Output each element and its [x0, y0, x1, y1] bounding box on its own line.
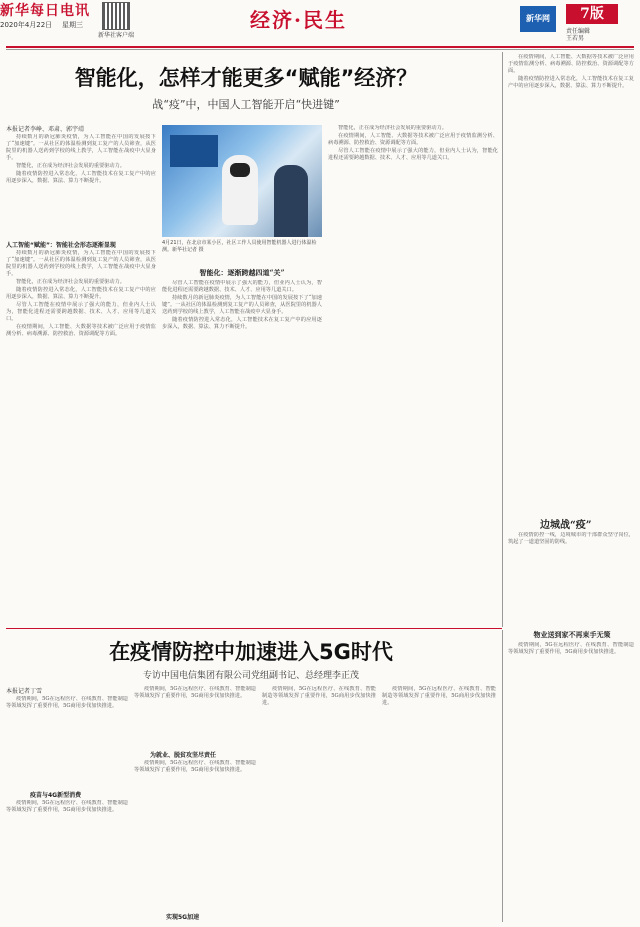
page-number: 7版	[566, 4, 618, 24]
paragraph: 尽管人工智能在疫情中展示了强大的能力，但业内人士认为，智能化进程还需要跨越数据、技术、人才、应用等几道关口。	[162, 280, 322, 293]
editor-name: 王若男	[566, 35, 585, 42]
paragraph: 疫情期间，5G在远程医疗、在线教育、智能制造等领域发挥了重要作用，5G商用步伐加快推进。	[508, 642, 634, 655]
app-label: 新华社客户端	[98, 32, 135, 39]
section2-heading: 智能化：逐渐跨越四道“关”	[199, 268, 285, 277]
main-lead-text	[6, 134, 156, 234]
photo-caption: 4月21日，在北京市某小区，社区工作人员使用智能机器人进行体温检测。新华社记者 摄	[162, 240, 317, 253]
paragraph: 在疫情防控一线，边境城市的干部群众坚守岗位，筑起了一道道坚固的防线。	[508, 532, 634, 545]
paragraph: 随着疫情防控进入常态化，人工智能技术在复工复产中的应用逐步深入，数据、算法、算力不断提升。	[6, 287, 156, 300]
editor-role: 责任编辑	[566, 28, 591, 35]
paragraph: 持续数月的新冠肺炎疫情，为人工智能在中国的发展按下了“加速键”。一从社区的体温检测到复工复产的人员筛查，从医院里的机器人送药到学校的线上教学，人工智能在战疫中大显身手。	[162, 295, 322, 315]
second-col4-text	[382, 686, 496, 921]
robot-photo	[162, 125, 322, 237]
paragraph: 在疫情期间，人工智能、大数据等技术被广泛应用于疫情监测分析、病毒溯源、防控救治、资源调配等方面。	[328, 133, 498, 146]
paragraph: 随着疫情防控进入常态化，人工智能技术在复工复产中的应用逐步深入，数据、算法、算力不断提升。	[162, 317, 322, 330]
second-subheading-1: 疫苗与4G新型消费	[30, 792, 82, 799]
commentary-title: 边城战“疫”	[540, 520, 592, 531]
commentary-text	[508, 532, 634, 627]
center-right-text	[328, 125, 498, 620]
section-heading: 人工智能“赋能”：智能社会形态逐渐显现	[6, 242, 116, 249]
paragraph: 疫情期间，5G在远程医疗、在线教育、智能制造等领域发挥了重要作用，5G商用步伐加快推进。	[6, 696, 128, 709]
side-heading: 物业送到家不再束手无策	[533, 631, 611, 639]
main-subhead: 战“疫”中，中国人工智能开启“快进键”	[152, 98, 340, 111]
paragraph: 在疫情期间，人工智能、大数据等技术被广泛应用于疫情监测分析、病毒溯源、防控救治、资源调配等方面。	[6, 324, 156, 337]
second-col2-text	[134, 686, 256, 746]
second-byline: 本报记者丁雪	[6, 688, 43, 695]
article-rule	[6, 628, 502, 629]
main-byline: 本报记者李峥、邓肃、郭宇靖	[6, 126, 85, 133]
issue-weekday: 星期三	[62, 21, 83, 29]
paragraph: 尽管人工智能在疫情中展示了强大的能力，但业内人士认为，智能化进程还需要跨越数据、技术、人才、应用等几道关口。	[6, 302, 156, 322]
issue-date: 2020年4月22日	[0, 21, 53, 29]
column-divider	[502, 52, 503, 627]
paragraph: 疫情期间，5G在远程医疗、在线教育、智能制造等领域发挥了重要作用，5G商用步伐加快推进。	[134, 760, 256, 773]
second-headline: 在疫情防控中加速进入5G时代	[109, 640, 393, 664]
second-col3-text	[262, 686, 376, 921]
paragraph: 疫情期间，5G在远程医疗、在线教育、智能制造等领域发挥了重要作用，5G商用步伐加快推进。	[262, 686, 376, 706]
photo-screen	[170, 135, 218, 167]
paragraph: 尽管人工智能在疫情中展示了强大的能力，但业内人士认为，智能化进程还需要跨越数据、技术、人才、应用等几道关口。	[328, 148, 498, 161]
second-subheading-2: 为就业、脱贫攻坚尽责任	[150, 752, 217, 759]
paragraph: 疫情期间，5G在远程医疗、在线教育、智能制造等领域发挥了重要作用，5G商用步伐加快推进。	[134, 686, 256, 699]
masthead-thin-rule	[6, 49, 634, 50]
column-divider	[502, 630, 503, 922]
right-column-text	[508, 54, 634, 494]
main-headline: 智能化，怎样才能更多“赋能”经济？	[74, 66, 418, 90]
side-column-text	[508, 642, 634, 922]
second-col1b-text	[6, 800, 128, 920]
paragraph: 智能化，正在成为经济社会发展的重要驱动力。	[338, 125, 447, 131]
robot-figure	[222, 155, 258, 225]
second-col2b-text	[134, 760, 256, 910]
paragraph: 疫情期间，5G在远程医疗、在线教育、智能制造等领域发挥了重要作用，5G商用步伐加快推进。	[382, 686, 496, 706]
middle-column-text	[162, 280, 322, 620]
paragraph: 智能化，正在成为经济社会发展的重要驱动力。	[16, 163, 125, 169]
second-col1-text	[6, 696, 128, 786]
paragraph: 在疫情期间，人工智能、大数据等技术被广泛应用于疫情监测分析、病毒溯源、防控救治、资源调配等方面。	[508, 54, 634, 74]
paragraph: 疫情期间，5G在远程医疗、在线教育、智能制造等领域发挥了重要作用，5G商用步伐加快推进。	[6, 800, 128, 813]
paragraph: 随着疫情防控进入常态化，人工智能技术在复工复产中的应用逐步深入，数据、算法、算力不断提升。	[508, 76, 634, 89]
paragraph: 智能化，正在成为经济社会发展的重要驱动力。	[16, 279, 125, 285]
main-column-text	[6, 250, 156, 620]
paper-name: 新华每日电讯	[0, 3, 90, 19]
xinhua-logo-icon: 新华网	[520, 6, 556, 32]
qr-code-icon	[102, 2, 130, 30]
second-subhead: 专访中国电信集团有限公司党组副书记、总经理李正茂	[142, 671, 359, 681]
masthead-rule	[6, 46, 634, 48]
paragraph: 持续数月的新冠肺炎疫情，为人工智能在中国的发展按下了“加速键”。一从社区的体温检测到复工复产的人员筛查，从医院里的机器人送药到学校的线上教学，人工智能在战疫中大显身手。	[6, 250, 156, 277]
second-subheading-3: 实现5G加速	[166, 914, 200, 921]
section-title: 经济·民生	[250, 8, 347, 32]
paragraph: 持续数月的新冠肺炎疫情，为人工智能在中国的发展按下了“加速键”。一从社区的体温检测到复工复产的人员筛查，从医院里的机器人送药到学校的线上教学，人工智能在战疫中大显身手。	[6, 134, 156, 161]
paragraph: 随着疫情防控进入常态化，人工智能技术在复工复产中的应用逐步深入，数据、算法、算力不断提升。	[6, 171, 156, 184]
person-figure	[274, 165, 308, 237]
